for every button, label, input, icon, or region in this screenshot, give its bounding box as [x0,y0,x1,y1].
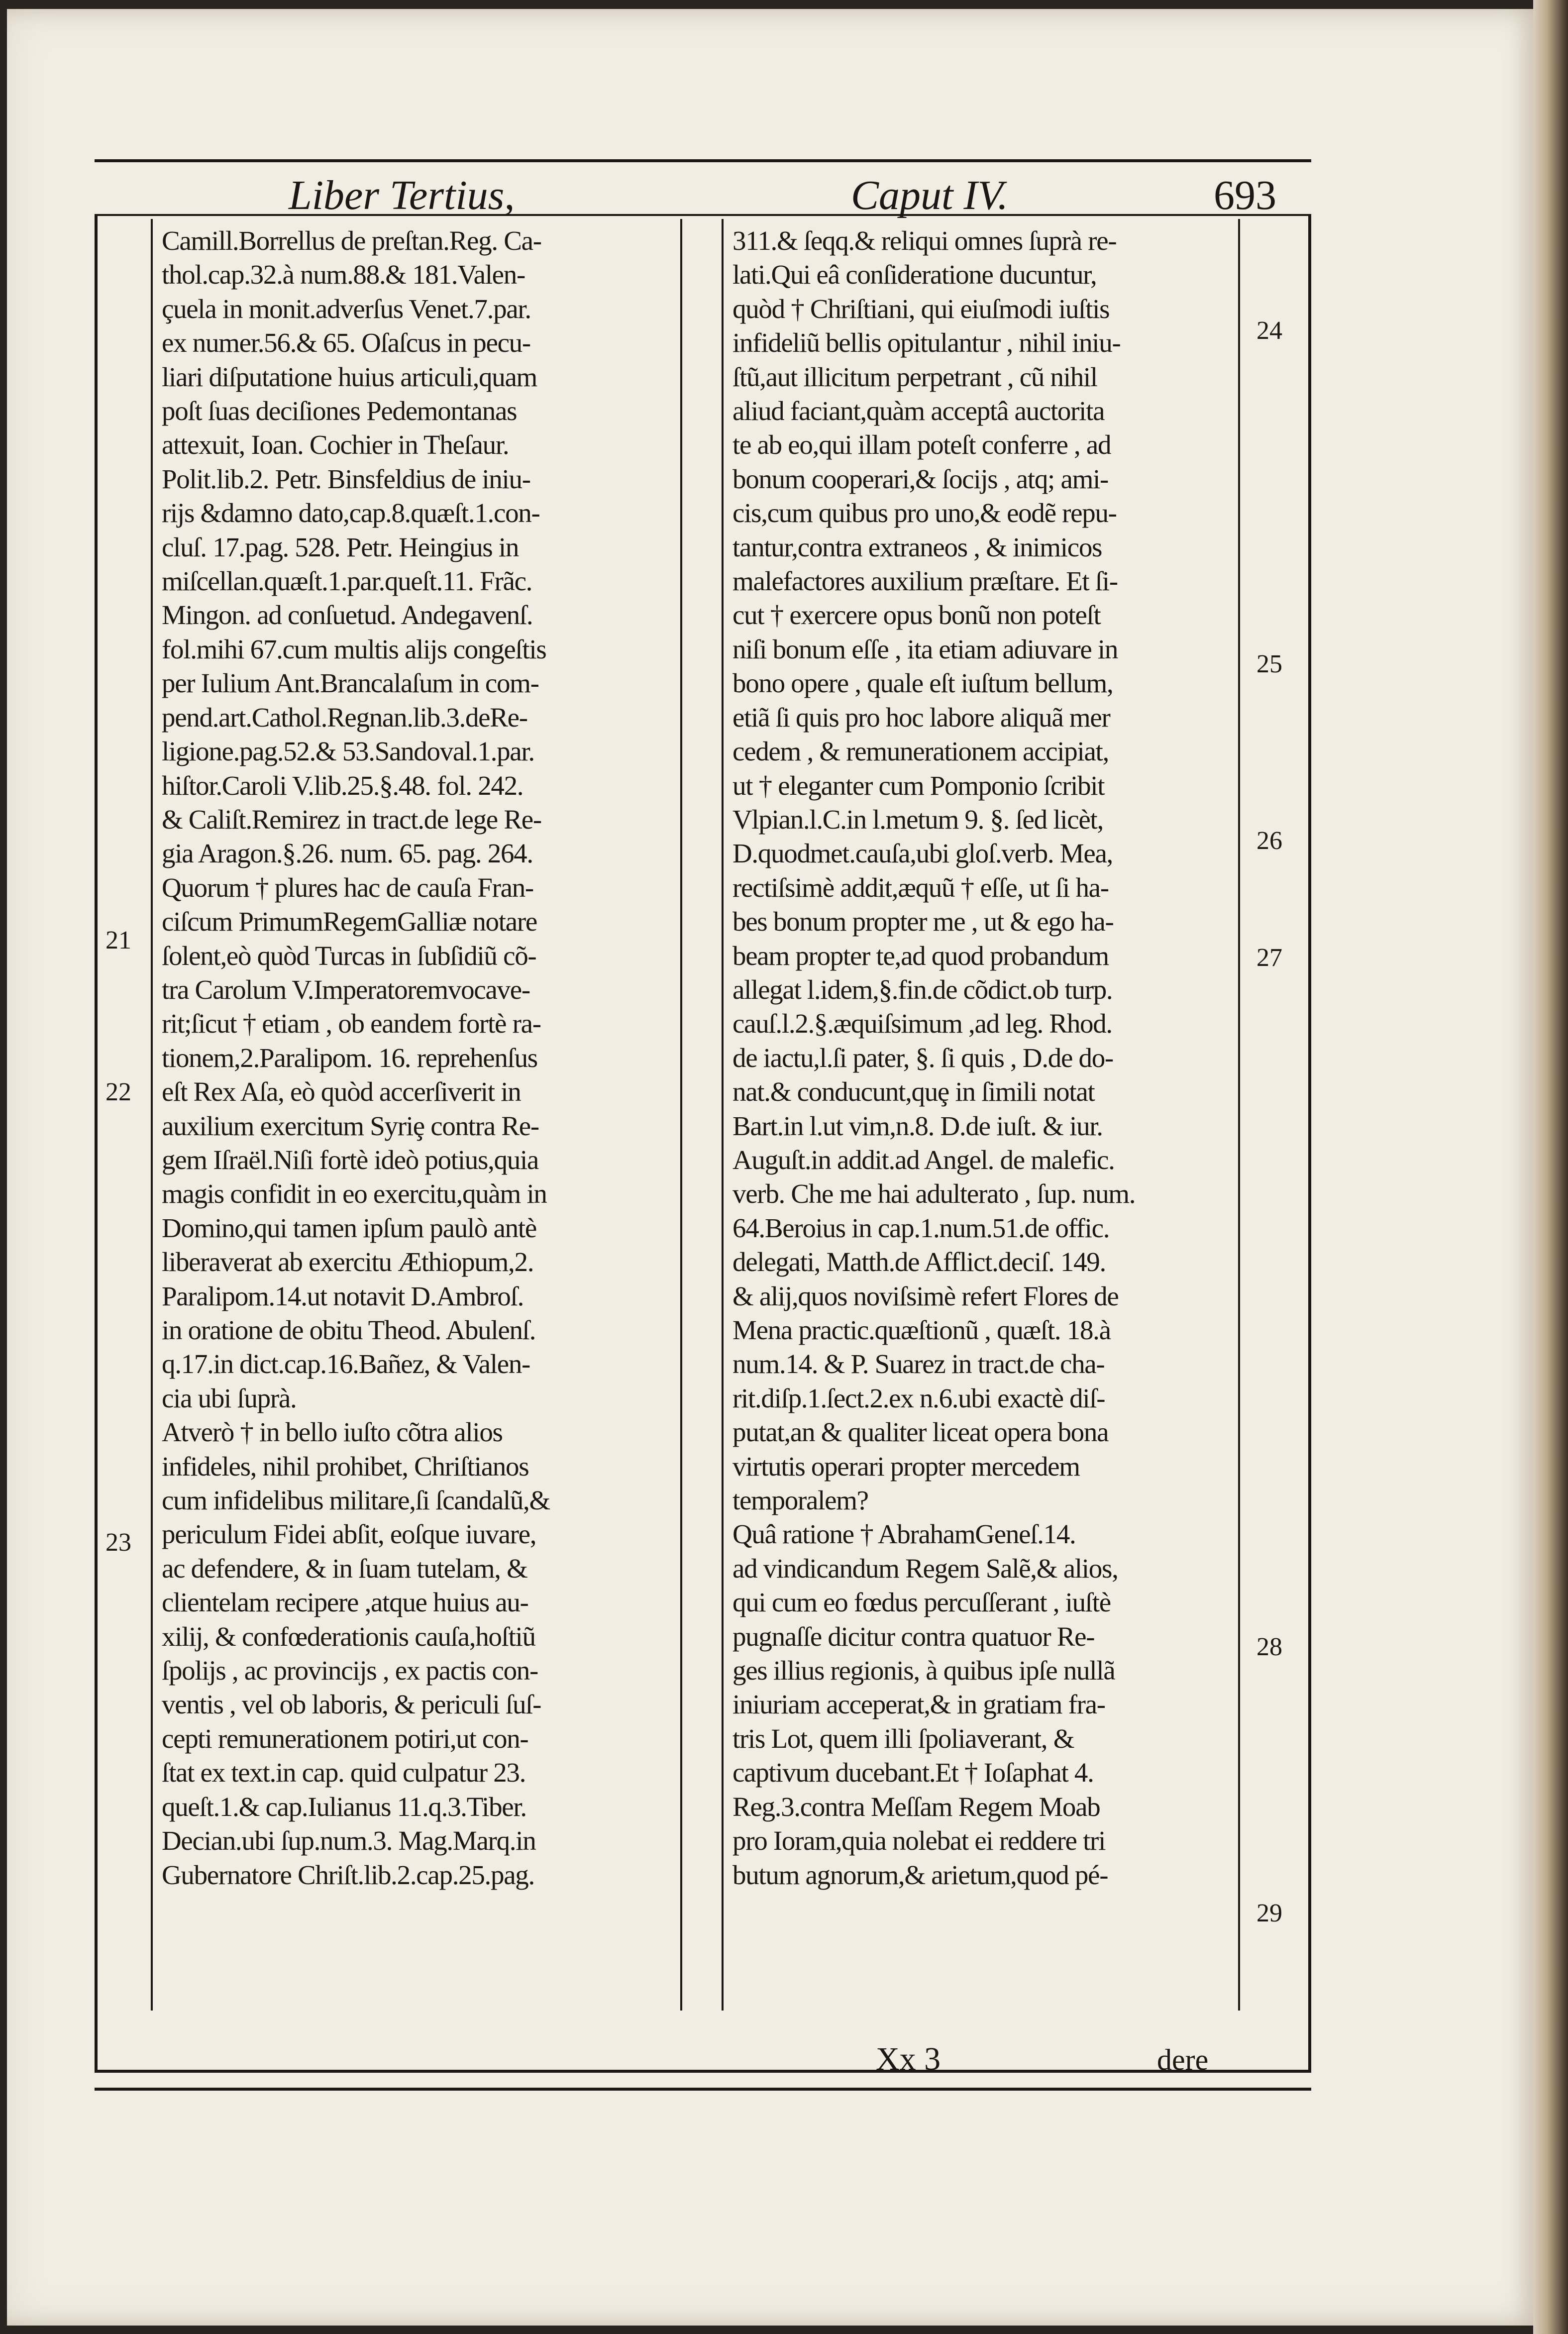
margin-number: 24 [1256,317,1282,345]
text-line: infideles, nihil prohibet, Chriſtianos [162,1451,529,1482]
text-line: aliud faciant,quàm acceptâ auctorita [732,396,1105,426]
running-head-right: Caput IV. [851,172,1008,218]
margin-number: 29 [1256,1899,1282,1927]
text-line: lati.Qui eâ conſideratione ducuntur, [732,259,1097,290]
right-column [722,219,1240,2011]
text-line: Atverò † in bello iuſto cõtra alios [162,1417,503,1448]
text-line: infideliũ bellis opitulantur , nihil iniu- [732,327,1121,358]
text-line: virtutis operari propter mercedem [732,1451,1080,1482]
text-line: Polit.lib.2. Petr. Binsfeldius de iniu- [162,463,530,494]
text-line: queſt.1.& cap.Iulianus 11.q.3.Tiber. [162,1791,526,1822]
running-header [95,159,1311,217]
text-line: te ab eo,qui illam poteſt conferre , ad [732,429,1111,460]
page-number: 693 [1214,172,1276,218]
text-line: ſtat ex text.in cap. quid culpatur 23. [162,1757,526,1788]
text-line: xilij, & confœderationis cauſa,hoſtiũ [162,1621,535,1652]
text-line: malefactores auxilium præſtare. Et ſi- [732,566,1118,597]
text-line: 311.& ſeqq.& reliqui omnes ſuprà re- [732,225,1117,256]
text-line: cepti remunerationem potiri,ut con- [162,1723,528,1754]
text-line: ventis , vel ob laboris, & periculi ſuſ- [162,1689,541,1720]
page-edge [1533,0,1568,2334]
text-line: ex numer.56.& 65. Oſaſcus in pecu- [162,327,530,358]
text-line: cum infidelibus militare,ſi ſcandalũ,& [162,1485,550,1516]
text-line: bono opere , quale eſt iuſtum bellum, [732,668,1113,699]
text-line: beam propter te,ad quod probandum [732,940,1109,971]
text-line: auxilium exercitum Syriȩ contra Re- [162,1110,539,1141]
text-line: clientelam recipere ,atque huius au- [162,1587,528,1618]
text-line: putat,an & qualiter liceat opera bona [732,1417,1109,1448]
text-line: quòd † Chriſtiani, qui eiuſmodi iuſtis [732,293,1110,324]
text-line: verb. Che me hai adulterato , ſup. num. [732,1178,1136,1209]
text-line: bes bonum propter me , ut & ego ha- [732,906,1114,937]
text-line: tra Carolum V.Imperatoremvocave- [162,974,530,1005]
text-line: rectiſsimè addit,æquũ † eſſe, ut ſi ha- [732,872,1109,903]
text-line: niſi bonum eſſe , ita etiam adiuvare in [732,634,1118,664]
margin-number: 25 [1256,650,1282,678]
text-line: çuela in monit.adverſus Venet.7.par. [162,293,531,324]
text-line: Vlpian.l.C.in l.metum 9. §. ſed licèt, [732,804,1103,835]
text-line: per Iulium Ant.Brancalaſum in com- [162,668,539,699]
text-line: Mingon. ad conſuetud. Andegavenſ. [162,600,533,631]
text-line: cia ubi ſuprà. [162,1382,297,1413]
left-column [151,219,682,2011]
text-line: gem Iſraël.Niſi fortè ideò potius,quia [162,1144,539,1175]
text-line: in oratione de obitu Theod. Abulenſ. [162,1315,536,1345]
text-line: temporalem? [732,1485,868,1516]
text-line: cedem , & remunerationem accipiat, [732,736,1109,767]
text-line: liberaverat ab exercitu Æthiopum,2. [162,1247,534,1277]
text-line: tionem,2.Paralipom. 16. reprehenſus [162,1042,537,1073]
text-line: rit.diſp.1.ſect.2.ex n.6.ubi exactè diſ- [732,1382,1105,1413]
text-line: gia Aragon.§.26. num. 65. pag. 264. [162,838,533,869]
margin-number: 23 [105,1528,131,1557]
text-line: hiſtor.Caroli V.lib.25.§.48. fol. 242. [162,770,523,801]
text-line: miſcellan.quæſt.1.par.queſt.11. Frãc. [162,566,532,597]
margin-number: 28 [1256,1633,1282,1661]
text-line: rijs &damno dato,cap.8.quæſt.1.con- [162,498,540,529]
text-line: cut † exercere opus bonũ non poteſt [732,600,1101,631]
text-line: cis,cum quibus pro uno,& eodẽ repu- [732,498,1117,529]
text-line: Camill.Borrellus de preſtan.Reg. Ca- [162,225,541,256]
running-head-left: Liber Tertius, [289,172,515,218]
text-line: Reg.3.contra Meſſam Regem Moab [732,1791,1100,1822]
text-line: de iactu,l.ſi pater, §. ſi quis , D.de do- [732,1042,1113,1073]
text-line: Decian.ubi ſup.num.3. Mag.Marq.in [162,1825,536,1856]
text-line: captivum ducebant.Et † Ioſaphat 4. [732,1757,1094,1788]
text-line: rit;ſicut † etiam , ob eandem fortè ra- [162,1008,541,1039]
text-line: attexuit, Ioan. Cochier in Theſaur. [162,429,509,460]
margin-number: 26 [1256,827,1282,855]
text-line: Domino,qui tamen ipſum paulò antè [162,1212,536,1243]
footer-rule [95,2088,1311,2091]
text-line: cluſ. 17.pag. 528. Petr. Heingius in [162,531,519,562]
text-line: poſt ſuas deciſiones Pedemontanas [162,396,517,426]
text-line: butum agnorum,& arietum,quod pé- [732,1859,1108,1890]
text-line: ſolent,eò quòd Turcas in ſubſidiũ cõ- [162,940,536,971]
text-line: periculum Fidei abſit, eoſque iuvare, [162,1519,536,1550]
catchword: dere [1157,2043,1209,2076]
margin-number: 22 [105,1078,131,1106]
text-line: D.quodmet.cauſa,ubi gloſ.verb. Mea, [732,838,1113,869]
text-line: Quâ ratione † AbrahamGeneſ.14. [732,1519,1076,1550]
text-line: iniuriam acceperat,& in gratiam fra- [732,1689,1105,1720]
text-line: allegat l.idem,§.fin.de cõdict.ob turp. [732,974,1113,1005]
text-line: Auguſt.in addit.ad Angel. de malefic. [732,1144,1115,1175]
text-line: ciſcum PrimumRegemGalliæ notare [162,906,537,937]
text-line: ſpolijs , ac provincijs , ex pactis con- [162,1655,538,1686]
text-line: tris Lot, quem illi ſpoliaverant, & [732,1723,1074,1754]
text-line: Paralipom.14.ut notavit D.Ambroſ. [162,1280,524,1311]
text-line: eſt Rex Aſa, eò quòd accerſiverit in [162,1076,521,1107]
text-line: & alij,quos noviſsimè refert Flores de [732,1280,1119,1311]
text-line: ad vindicandum Regem Salẽ,& alios, [732,1553,1118,1584]
text-line: ges illius regionis, à quibus ipſe nullã [732,1655,1115,1686]
text-line: q.17.in dict.cap.16.Bañez, & Valen- [162,1349,530,1379]
text-line: pugnaſſe dicitur contra quatuor Re- [732,1621,1095,1652]
text-line: thol.cap.32.à num.88.& 181.Valen- [162,259,525,290]
text-line: ſtũ,aut illicitum perpetrant , cũ nihil [732,361,1097,392]
text-line: Mena practic.quæſtionũ , quæſt. 18.à [732,1315,1111,1345]
text-line: liari diſputatione huius articuli,quam [162,361,537,392]
text-line: ut † eleganter cum Pomponio ſcribit [732,770,1105,801]
text-line: 64.Beroius in cap.1.num.51.de offic. [732,1212,1110,1243]
text-line: Quorum † plures hac de cauſa Fran- [162,872,533,903]
text-line: Gubernatore Chriſt.lib.2.cap.25.pag. [162,1859,534,1890]
text-line: delegati, Matth.de Afflict.deciſ. 149. [732,1247,1106,1277]
text-line: pro Ioram,quia nolebat ei reddere tri [732,1825,1106,1856]
text-line: magis confidit in eo exercitu,quàm in [162,1178,547,1209]
text-line: Bart.in l.ut vim,n.8. D.de iuſt. & iur. [732,1110,1103,1141]
text-line: pend.art.Cathol.Regnan.lib.3.deRe- [162,702,527,733]
text-line: etiã ſi quis pro hoc labore aliquã mer [732,702,1110,733]
text-line: bonum cooperari,& ſocijs , atq; ami- [732,463,1109,494]
text-line: & Caliſt.Remirez in tract.de lege Re- [162,804,541,835]
text-line: num.14. & P. Suarez in tract.de cha- [732,1349,1105,1379]
text-line: ligione.pag.52.& 53.Sandoval.1.par. [162,736,534,767]
text-line: fol.mihi 67.cum multis alijs congeſtis [162,634,546,664]
signature-mark: Xx 3 [876,2041,941,2077]
margin-number: 21 [105,926,131,955]
text-line: cauſ.l.2.§.æquiſsimum ,ad leg. Rhod. [732,1008,1112,1039]
margin-number: 27 [1256,944,1282,972]
text-line: qui cum eo fœdus percuſſerant , iuſtè [732,1587,1111,1618]
text-line: tantur,contra extraneos , & inimicos [732,531,1102,562]
text-line: ac defendere, & in ſuam tutelam, & [162,1553,527,1584]
text-line: nat.& conducunt,quȩ in ſimili notat [732,1076,1095,1107]
